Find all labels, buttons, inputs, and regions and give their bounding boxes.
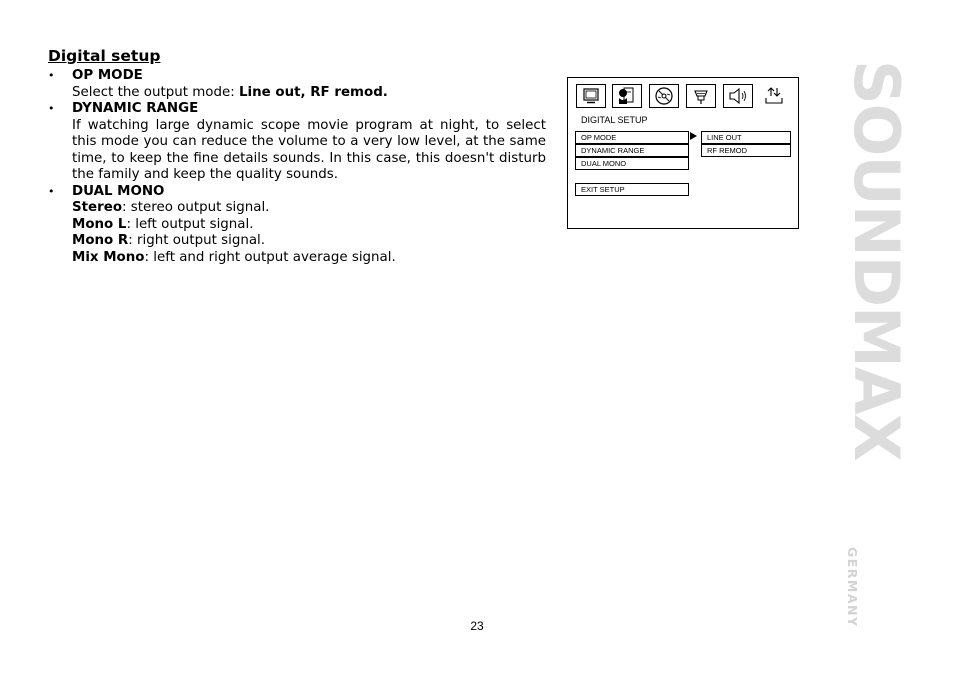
menu-dynamic-range[interactable]: DYNAMIC RANGE xyxy=(575,144,689,157)
brand-subtitle: GERMANY xyxy=(845,547,860,628)
monitor-icon[interactable] xyxy=(576,84,606,108)
op-mode-item xyxy=(48,68,546,101)
submenu-rf-remod[interactable]: RF REMOD xyxy=(701,144,791,157)
exit-arrows-icon[interactable] xyxy=(760,84,788,106)
bullet: • xyxy=(48,184,55,198)
option-mix-mono: Mix Mono: left and right output average signal. xyxy=(72,249,396,265)
item-description: If watching large dynamic scope movie program at night, to select this mode you can reduce the volume to a very low level, at the same time, to keep the fine details sounds. In this case, this doesn't disturb the family and keep the quality sounds. xyxy=(72,117,546,182)
submenu-line-out[interactable]: LINE OUT xyxy=(701,131,791,144)
item-title: DUAL MONO xyxy=(72,183,165,199)
speaker-plug-icon[interactable] xyxy=(686,84,716,108)
language-icon[interactable] xyxy=(612,84,642,108)
speaker-sound-icon[interactable] xyxy=(723,84,753,108)
option-stereo: Stereo: stereo output signal. xyxy=(72,200,270,215)
menu-op-mode[interactable]: OP MODE xyxy=(575,131,689,144)
option-mono-r: Mono R: right output signal. xyxy=(72,233,266,248)
bullet: • xyxy=(48,69,55,82)
brand-name: SOUNDMAX xyxy=(840,60,913,461)
selection-arrow-icon xyxy=(690,132,697,140)
bullet: • xyxy=(48,102,55,115)
item-description: Select the output mode: Line out, RF remod. xyxy=(72,84,388,100)
page-number: 23 xyxy=(470,619,484,633)
section-title: Digital setup xyxy=(48,47,161,65)
digital-setup-osd xyxy=(567,77,799,229)
dynamic-range-item xyxy=(48,101,546,184)
exit-setup-button[interactable]: EXIT SETUP xyxy=(575,183,689,196)
option-mono-l: Mono L: left output signal. xyxy=(72,216,254,232)
item-title: DYNAMIC RANGE xyxy=(72,101,199,116)
dual-mono-item xyxy=(48,184,546,267)
disc-icon[interactable] xyxy=(649,84,679,108)
brand-logo xyxy=(840,60,913,628)
item-title: OP MODE xyxy=(72,68,143,83)
osd-title: DIGITAL SETUP xyxy=(581,115,648,125)
section-content xyxy=(48,68,546,266)
menu-dual-mono[interactable]: DUAL MONO xyxy=(575,157,689,170)
